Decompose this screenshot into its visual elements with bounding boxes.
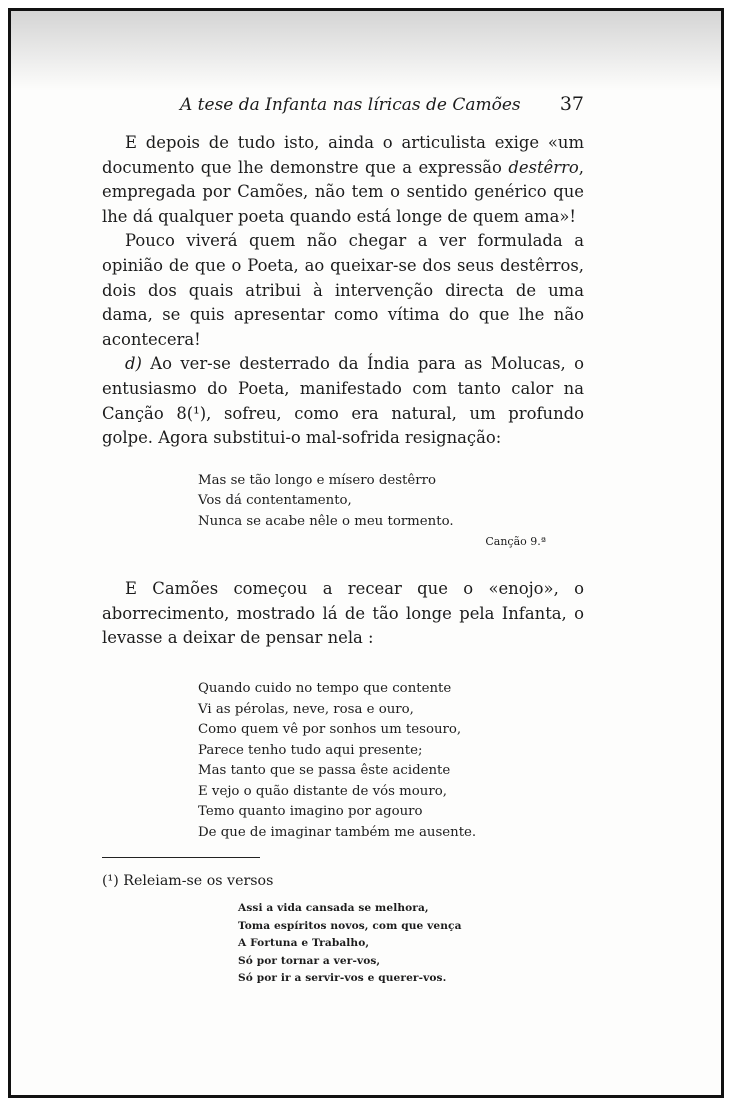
verse-line: De que de imaginar também me ausente. bbox=[198, 824, 477, 840]
page-number: 37 bbox=[559, 93, 584, 115]
paragraph-1 bbox=[102, 131, 584, 229]
book-page bbox=[8, 8, 724, 1098]
verse-line: Como quem vê por sonhos um tesouro, bbox=[198, 722, 462, 737]
paragraph-2: Pouco viverá quem não chegar a ver formulada a opinião de que o Poeta, ao queixar-se dos seus destêrros, dois dos quais atribui à intervenção directa de uma dama, se quis apresentar como vítima do que lhe não acontecera! bbox=[102, 231, 584, 349]
verse-line: Quando cuido no tempo que contente bbox=[198, 681, 452, 696]
footnote bbox=[102, 873, 584, 889]
footnote-text: Releiam-se os versos bbox=[118, 873, 274, 889]
footnote-verse-line: Assi a vida cansada se melhora, bbox=[238, 902, 429, 914]
running-title: A tese da Infanta nas líricas de Camões bbox=[180, 95, 521, 115]
footnote-verses bbox=[238, 900, 584, 988]
paragraph-3 bbox=[102, 352, 584, 450]
paragraph-4: E Camões começou a recear que o «enojo», o aborrecimento, mostrado lá de tão longe pela Infanta, o levasse a deixar de pensar nela : bbox=[102, 579, 584, 648]
verse-line: Nunca se acabe nêle o meu tormento. bbox=[198, 513, 454, 529]
verse-line: Vi as pérolas, neve, rosa e ouro, bbox=[198, 701, 414, 717]
quoted-verse-2 bbox=[198, 679, 584, 843]
main-text-2 bbox=[102, 577, 584, 651]
paragraph-3-text-a: Ao ver-se desterrado da Índia para as Molucas, o entusiasmo do Poeta, manifestado com tanto calor na Canção 8 bbox=[102, 354, 584, 423]
verse-line: Parece tenho tudo aqui presente; bbox=[198, 742, 423, 758]
paragraph-1-italic-term: destêrro bbox=[508, 157, 579, 177]
main-text bbox=[102, 131, 584, 451]
footnote-reference: (¹) bbox=[186, 403, 207, 423]
verse-line: Vos dá contentamento, bbox=[198, 493, 352, 509]
page-content bbox=[102, 91, 584, 988]
paragraph-3-label: d) bbox=[125, 354, 142, 374]
footnote-divider bbox=[102, 857, 260, 858]
paragraph-3-text-b: , sofreu, como era natural, um profundo golpe. Agora substitui-o mal-sofrida resignação: bbox=[102, 403, 584, 448]
footnote-verse-line: Toma espíritos novos, com que vença bbox=[238, 919, 462, 932]
verse-line: Temo quanto imagino por agouro bbox=[198, 804, 423, 819]
footnote-verse-line: Só por ir a servir-vos e querer-vos. bbox=[238, 972, 447, 985]
verse-line: Mas tanto que se passa êste acidente bbox=[198, 763, 451, 778]
quoted-verse-1 bbox=[198, 471, 584, 533]
footnote-marker: (¹) bbox=[102, 873, 119, 889]
paragraph-1-text-b: , empregada por Camões, não tem o sentido genérico que lhe dá qualquer poeta quando está longe de quem ama»! bbox=[102, 157, 584, 226]
running-header bbox=[102, 91, 584, 131]
verse-line: Mas se tão longo e mísero destêrro bbox=[198, 472, 436, 488]
verse-source: Canção 9.ª bbox=[485, 535, 546, 549]
verse-line: E vejo o quão distante de vós mouro, bbox=[198, 783, 447, 799]
paragraph-1-text-a: E depois de tudo isto, ainda o articulista exige «um documento que lhe demonstre que a expressão bbox=[102, 133, 584, 177]
footnote-verse-line: A Fortuna e Trabalho, bbox=[238, 937, 370, 950]
footnote-verse-line: Só por tornar a ver-vos, bbox=[238, 954, 381, 967]
